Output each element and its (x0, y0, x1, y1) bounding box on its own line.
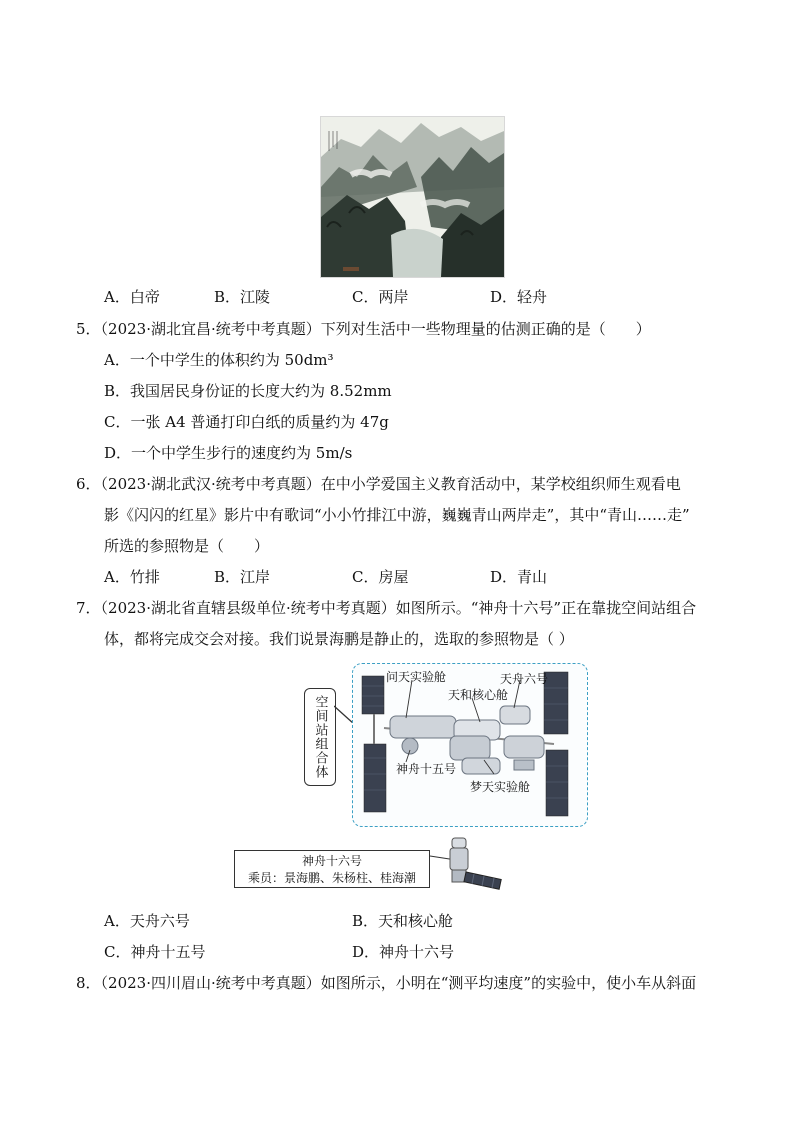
q7-option-d: D．神舟十六号 (352, 943, 455, 961)
q7-option-b: B．天和核心舱 (352, 912, 454, 930)
q6-option-a: A．竹排 (104, 568, 160, 586)
q4-option-b: B．江陵 (214, 288, 271, 306)
q8-question-line1: 8．（2023·四川眉山·统考中考真题）如图所示，小明在“测平均速度”的实验中，使小车从斜面 (76, 974, 697, 992)
q6-question-line2: 影《闪闪的红星》影片中有歌词“小小竹排江中游，巍巍青山两岸走”，其中“青山……走” (104, 506, 690, 524)
q5-option-a: A．一个中学生的体积约为 50dm³ (104, 351, 334, 369)
q6-option-b: B．江岸 (214, 568, 271, 586)
q7-question-line2: 体，都将完成交会对接。我们说景海鹏是静止的，选取的参照物是（ ） (104, 630, 574, 648)
q7-option-a: A．天舟六号 (104, 912, 190, 930)
label-shenzhou15: 神舟十五号 (396, 762, 457, 776)
label-tianzhou: 天舟六号 (500, 672, 549, 686)
station-callout: 空间站组合体 (304, 688, 336, 786)
landscape-painting (320, 116, 505, 278)
q6-question-line3: 所选的参照物是（ ） (104, 537, 270, 555)
q7-question-line1: 7．（2023·湖北省直辖县级单位·统考中考真题）如图所示。“神舟十六号”正在靠拢空间站组合 (76, 599, 697, 617)
shenzhou16-crew-box (234, 850, 430, 888)
q4-option-c: C．两岸 (352, 288, 409, 306)
q5-option-c: C．一张 A4 普通打印白纸的质量约为 47g (104, 413, 389, 431)
q7-option-c: C．神舟十五号 (104, 943, 206, 961)
q6-option-c: C．房屋 (352, 568, 409, 586)
label-mengtian: 梦天实验舱 (470, 780, 531, 794)
label-wentian: 问天实验舱 (386, 670, 447, 684)
q6-question-line1: 6．（2023·湖北武汉·统考中考真题）在中小学爱国主义教育活动中，某学校组织师生观看电 (76, 475, 681, 493)
crew-title: 神舟十六号 (301, 854, 362, 868)
space-station-figure (230, 660, 592, 896)
q4-option-d: D．轻舟 (490, 288, 548, 306)
landscape-painting-drawing (321, 117, 504, 277)
q4-option-a: A．白帝 (104, 288, 160, 306)
shenzhou16-spacecraft (426, 832, 506, 892)
q6-option-d: D．青山 (490, 568, 548, 586)
q5-option-d: D．一个中学生步行的速度约为 5m/s (104, 444, 353, 462)
q5-option-b: B．我国居民身份证的长度大约为 8.52mm (104, 382, 392, 400)
crew-line: 乘员：景海鹏、朱杨柱、桂海潮 (247, 871, 416, 885)
label-tianhe: 天和核心舱 (448, 688, 509, 702)
q5-question: 5．（2023·湖北宜昌·统考中考真题）下列对生活中一些物理量的估测正确的是（ ） (76, 320, 651, 338)
